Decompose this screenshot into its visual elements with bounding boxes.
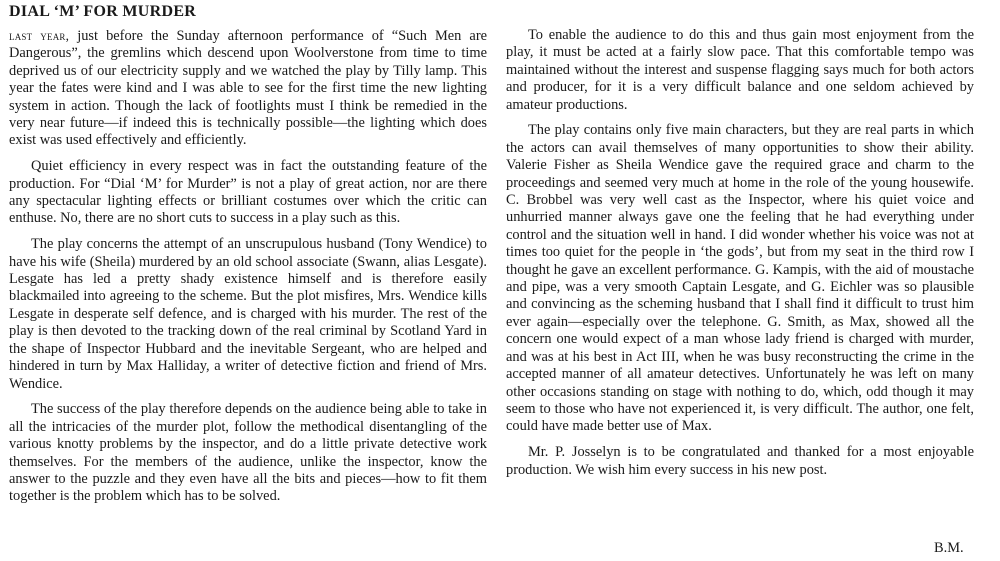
paragraph-7: Mr. P. Josselyn is to be congratulated and thanked for a most enjoyable production. We wish him every success in his new post. bbox=[506, 444, 974, 478]
paragraph-6: The play contains only five main characters, but they are real parts in which the actors can avail themselves of many opportunities to show their ability. Valerie Fisher as Sheila Wendice gave the required grace and charm to the proceedings and seemed very much at home in the role of the young housewife. C. Brobbel was very well cast as the Inspector, where his quiet voice and unhurried manner always gave one the feeling that he had everything under control and the situation well in hand. I did wonder whether his voice was not at times too quiet for the people in ‘the gods’, but from my seat in the third row I thought he gave an excellent performance. G. Kampis, with the aid of moustache and pipe, was a very smooth Captain Lesgate, and G. Eichler was so plausible and convincing as the scheming husband that I shall find it difficult to trust him ever again—especially over the telephone. G. Smith, as Max, showed all the concern one would expect of a man whose lady friend is charged with murder, and was at his best in Act III, when he was busy reconstructing the crime in the accepted manner of all amateur detectives. Unfortunately he was left on many other occasions standing on stage with nothing to do, which, odd though it may seem to those who have not experienced it, is very difficult. The author, one felt, could have made better use of Max. bbox=[506, 122, 974, 435]
paragraph-3: The play concerns the attempt of an unscrupulous husband (Tony Wendice) to have his wife (Sheila) murdered by an old school associate (Swann, alias Lesgate). Lesgate has led a pretty shady existence himself and is therefore easily blackmailed into agreeing to the scheme. But the plot misfires, Mrs. Wendice kills Lesgate in desperate self defence, and is charged with his murder. The rest of the play is then devoted to the tracking down of the real criminal by Scotland Yard in the shape of Inspector Hubbard and the inevitable Sergeant, who are helped and hindered in turn by Max Halliday, a writer of detective fiction and friend of Mrs. Wendice. bbox=[9, 236, 487, 392]
paragraph-1 bbox=[9, 27, 487, 150]
right-column bbox=[506, 27, 974, 487]
lead-in: last year, bbox=[9, 28, 70, 43]
author-signature: B.M. bbox=[934, 540, 964, 556]
paragraph-2: Quiet efficiency in every respect was in fact the outstanding feature of the production. For “Dial ‘M’ for Murder” is not a play of great action, nor are there any spectacular lighting effects or brilliant costumes over which the critic can enthuse. No, there are no short cuts to success in a play such as this. bbox=[9, 158, 487, 227]
left-column bbox=[9, 27, 487, 514]
article-title: DIAL ‘M’ FOR MURDER bbox=[9, 3, 197, 20]
paragraph-5: To enable the audience to do this and thus gain most enjoyment from the play, it must be acted at a fairly slow pace. That this comfortable tempo was maintained without the interest and suspense flagging says much for both actors and producer, for it is a very difficult balance and one seldom achieved by amateur productions. bbox=[506, 27, 974, 113]
paragraph-4: The success of the play therefore depends on the audience being able to take in all the intricacies of the murder plot, follow the methodical disentangling of the various knotty problems by the inspector, and do a little private detective work themselves. For the members of the audience, unlike the inspector, know the answer to the puzzle and they even have all the bits and pieces—how to fit them together is the problem which has to be solved. bbox=[9, 401, 487, 505]
paragraph-1-text: just before the Sunday afternoon performance of “Such Men are Dangerous”, the gremlins which descend upon Woolverstone from time to time deprived us of our electricity supply and we watched the play by Tilly lamp. This year the fates were kind and I was able to see for the first time the new lighting system in action. Though the lack of footlights must I think be remedied in the very near future—if indeed this is technically possible—the lighting which does exist was used effectively and efficiently. bbox=[9, 28, 488, 149]
